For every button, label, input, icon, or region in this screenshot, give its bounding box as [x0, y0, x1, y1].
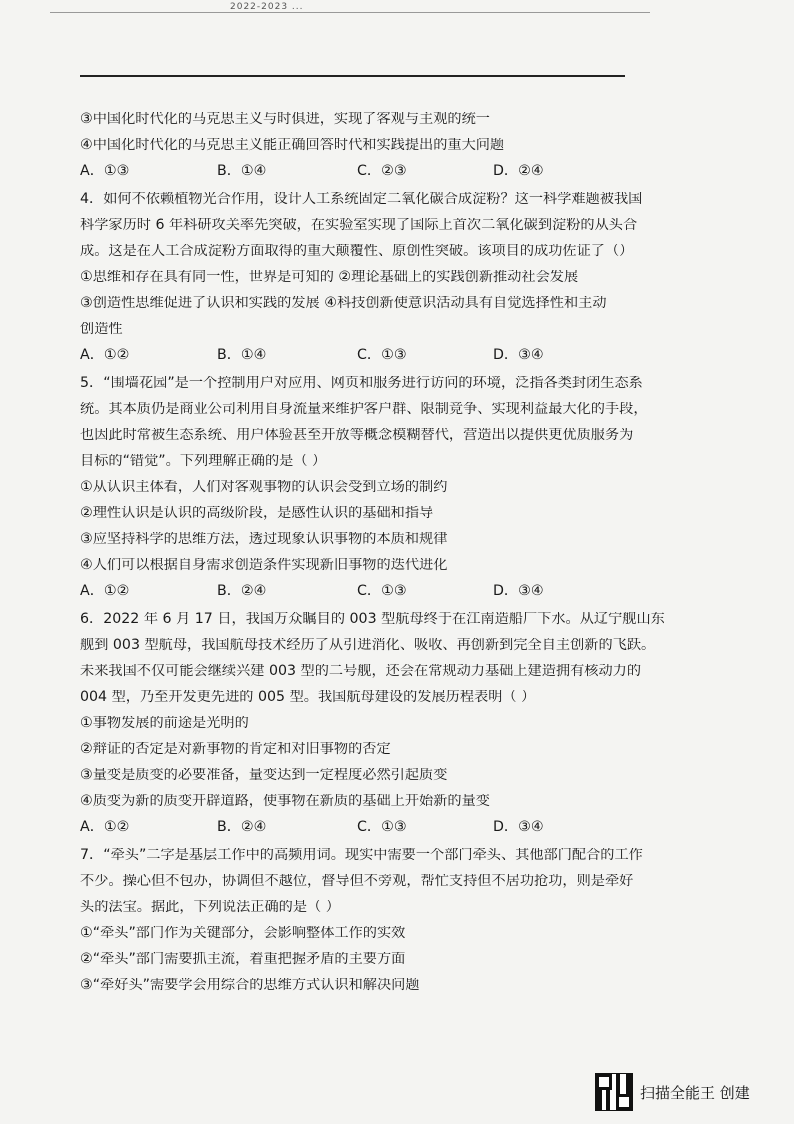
statement-4: ④中国化时代化的马克思主义能正确回答时代和实践提出的重大问题 [80, 138, 505, 153]
q5-line: ①从认识主体看，人们对客观事物的认识会受到立场的制约 [80, 480, 448, 495]
q6-line: 未来我国不仅可能会继续兴建 003 型的二号舰，还会在常规动力基础上建造拥有核动力的 [80, 664, 642, 679]
q5-option-b: B．②④ [217, 583, 267, 599]
top-rule [50, 12, 650, 13]
statement-3: ③中国化时代化的马克思主义与时俱进，实现了客观与主观的统一 [80, 112, 490, 127]
q6-line: ①事物发展的前途是光明的 [80, 716, 249, 731]
q3-option-d: D．②④ [493, 163, 544, 179]
q7-line: 头的法宝。据此，下列说法正确的是（ ） [80, 900, 340, 915]
q4-line: 成。这是在人工合成淀粉方面取得的重大颠覆性、原创性突破。该项目的成功佐证了（） [80, 244, 634, 259]
q4-line: ③创造性思维促进了认识和实践的发展 ④科技创新使意识活动具有自觉选择性和主动 [80, 296, 607, 311]
q3-option-a: A．①③ [80, 163, 130, 179]
q5-line: 5．“围墙花园”是一个控制用户对应用、网页和服务进行访问的环境，泛指各类封闭生态系 [80, 376, 643, 391]
header-scribble: 2022-2023 ... [230, 2, 304, 12]
q4-option-d: D．③④ [493, 347, 544, 363]
q4-line: 4．如何不依赖植物光合作用，设计人工系统固定二氧化碳合成淀粉？这一科学难题被我国 [80, 192, 643, 207]
qr-code-icon [596, 1074, 632, 1110]
q7-line: ②“牵头”部门需要抓主流，着重把握矛盾的主要方面 [80, 952, 406, 967]
header-rule [80, 75, 625, 77]
q5-line: ②理性认识是认识的高级阶段，是感性认识的基础和指导 [80, 506, 434, 521]
q6-line: ④质变为新的质变开辟道路，使事物在新质的基础上开始新的量变 [80, 794, 490, 809]
q4-line: 科学家历时 6 年科研攻关率先突破，在实验室实现了国际上首次二氧化碳到淀粉的从头合 [80, 218, 638, 233]
q7-line: ③“牵好头”需要学会用综合的思维方式认识和解决问题 [80, 978, 420, 993]
q6-line: 004 型，乃至开发更先进的 005 型。我国航母建设的发展历程表明（ ） [80, 690, 536, 705]
q7-line: 不少。操心但不包办，协调但不越位，督导但不旁观，帮忙支持但不居功抢功，则是牵好 [80, 874, 634, 889]
q6-option-c: C．①③ [357, 819, 407, 835]
scanner-watermark: 扫描全能王 创建 [640, 1084, 750, 1102]
q4-options [80, 348, 670, 376]
q5-option-c: C．①③ [357, 583, 407, 599]
q5-line: 目标的“错觉”。下列理解正确的是（ ） [80, 454, 327, 469]
q5-options [80, 584, 670, 612]
q6-line: 舰到 003 型航母，我国航母技术经历了从引进消化、吸收、再创新到完全自主创新的飞跃。 [80, 638, 656, 653]
q4-option-b: B．①④ [217, 347, 267, 363]
q5-line: 统。其本质仍是商业公司利用自身流量来维护客户群、限制竞争、实现利益最大化的手段， [80, 402, 648, 417]
q5-option-a: A．①② [80, 583, 130, 599]
q5-line: 也因此时常被生态系统、用户体验甚至开放等概念模糊替代，营造出以提供更优质服务为 [80, 428, 634, 443]
q6-options [80, 820, 670, 848]
q4-line: ①思维和存在具有同一性，世界是可知的 ②理论基础上的实践创新推动社会发展 [80, 270, 579, 285]
q5-option-d: D．③④ [493, 583, 544, 599]
q6-option-b: B．②④ [217, 819, 267, 835]
q4-option-c: C．①③ [357, 347, 407, 363]
q5-line: ④人们可以根据自身需求创造条件实现新旧事物的迭代进化 [80, 558, 448, 573]
q5-line: ③应坚持科学的思维方法，透过现象认识事物的本质和规律 [80, 532, 448, 547]
q6-line: ②辩证的否定是对新事物的肯定和对旧事物的否定 [80, 742, 391, 757]
q4-line: 创造性 [80, 322, 123, 337]
q6-option-d: D．③④ [493, 819, 544, 835]
q7-line: ①“牵头”部门作为关键部分，会影响整体工作的实效 [80, 926, 406, 941]
q6-option-a: A．①② [80, 819, 130, 835]
q7-line: 7．“牵头”二字是基层工作中的高频用词。现实中需要一个部门牵头、其他部门配合的工作 [80, 848, 643, 863]
q3-option-c: C．②③ [357, 163, 407, 179]
q3-option-b: B．①④ [217, 163, 267, 179]
q3-options [80, 164, 670, 192]
q6-line: 6．2022 年 6 月 17 日，我国万众瞩目的 003 型航母终于在江南造船厂下水。从辽宁舰山东 [80, 612, 665, 627]
question-content [80, 112, 670, 1004]
q4-option-a: A．①② [80, 347, 130, 363]
q6-line: ③量变是质变的必要准备，量变达到一定程度必然引起质变 [80, 768, 448, 783]
